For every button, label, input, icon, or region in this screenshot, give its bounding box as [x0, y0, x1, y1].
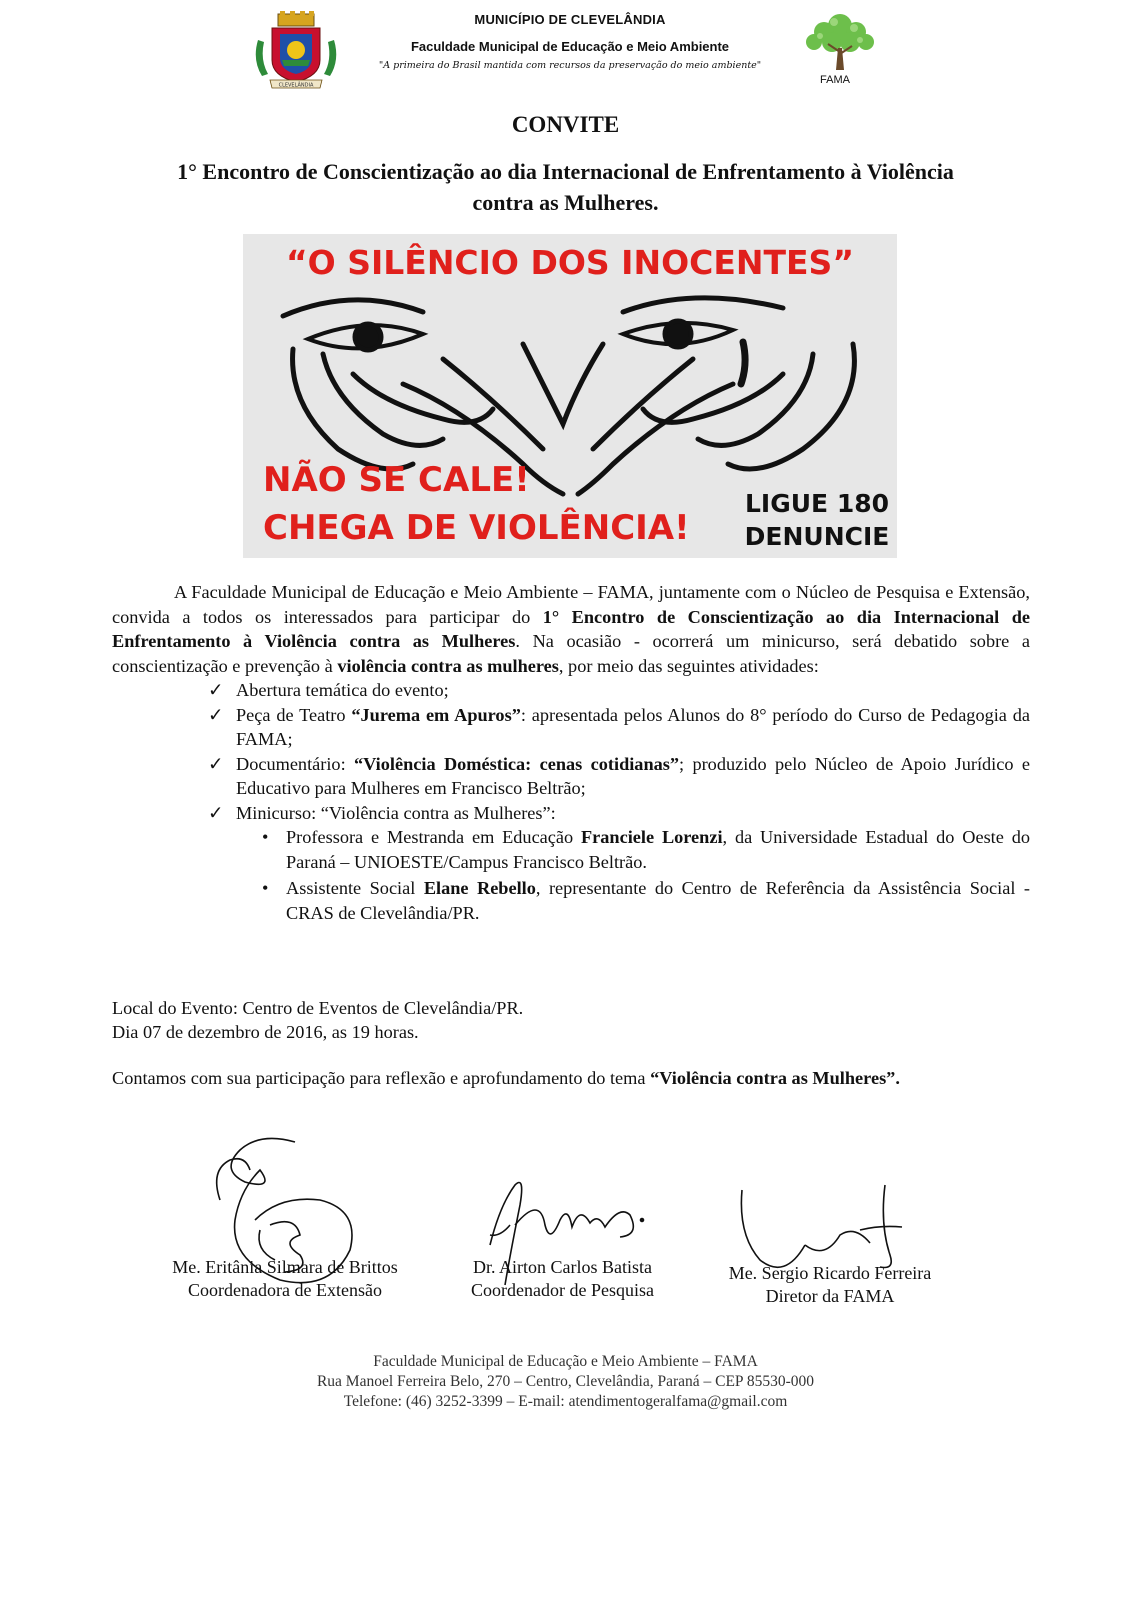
signatory-role: Coordenador de Pesquisa: [471, 1280, 654, 1300]
subtitle-line-2: contra as Mulheres.: [472, 190, 659, 215]
speaker-text: , representante do Centro de Referência da Assistência Social - CRAS de Clevelândia/PR.: [286, 878, 1030, 923]
bullet-icon: •: [262, 878, 269, 898]
intro-event-name: 1° Encontro de Conscientização ao dia Internacional de Enfrentamento à Violência contra as Mulheres: [112, 606, 1031, 651]
poster-slogan-line-1: NÃO SE CALE!: [263, 460, 530, 500]
bullet-icon: •: [262, 827, 269, 847]
invitation-body: [112, 580, 1030, 927]
letterhead-text: [360, 12, 780, 71]
intro-topic: violência contra as mulheres: [337, 655, 559, 676]
document-footer: [0, 1352, 1131, 1412]
institution-name: Faculdade Municipal de Educação e Meio Ambiente: [410, 39, 730, 54]
signatory-1: [130, 1256, 440, 1302]
svg-text:CLEVELÂNDIA: CLEVELÂNDIA: [278, 82, 314, 89]
signatory-role: Coordenadora de Extensão: [188, 1280, 382, 1300]
footer-contact: Telefone: (46) 3252-3399 – E-mail: atendimentogeralfama@gmail.com: [343, 1393, 788, 1410]
intro-text-c: . Na ocasião - ocorrerá um minicurso, será debatido sobre a conscientização e prevenção à: [112, 631, 1030, 676]
activity-text: : apresentada pelos Alunos do 8° período do Curso de Pedagogia da FAMA;: [236, 704, 1031, 749]
signatory-name: Dr. Airton Carlos Batista: [473, 1257, 652, 1277]
speaker-name: Franciele Lorenzi: [581, 827, 723, 847]
intro-text-a: A Faculdade Municipal de Educação e Meio Ambiente – FAMA, juntamente com o Núcleo de Pesquisa e Extensão, convida a todos os interessados para participar do: [112, 582, 1030, 627]
signatory-role: Diretor da FAMA: [765, 1286, 895, 1306]
activity-list: [112, 678, 1030, 925]
checkmark-icon: ✓: [208, 704, 224, 725]
event-location: Local do Evento: Centro de Eventos de Clevelândia/PR.: [112, 998, 524, 1018]
speaker-item: [260, 876, 1030, 925]
activity-text: ; produzido pelo Núcleo de Apoio Jurídico e Educativo para Mulheres em Francisco Beltrão;: [236, 753, 1030, 798]
poster-slogan-line-2: CHEGA DE VIOLÊNCIA!: [263, 508, 690, 548]
fama-logo-label: FAMA: [820, 74, 850, 86]
speaker-text: Assistente Social: [286, 878, 424, 898]
activity-text: Abertura temática do evento;: [236, 680, 449, 700]
activity-item: [208, 801, 1030, 926]
municipality-name: MUNICÍPIO DE CLEVELÂNDIA: [474, 12, 666, 27]
closing-topic: “Violência contra as Mulheres”.: [650, 1068, 900, 1088]
event-date: Dia 07 de dezembro de 2016, as 19 horas.: [112, 1022, 419, 1042]
signatory-3: [700, 1262, 960, 1308]
speaker-name: Elane Rebello: [423, 878, 536, 898]
activity-text: Peça de Teatro: [236, 704, 352, 725]
letterhead: [0, 0, 1131, 100]
footer-address: Rua Manoel Ferreira Belo, 270 – Centro, Clevelândia, Paraná – CEP 85530-000: [316, 1373, 815, 1390]
signatory-name: Me. Sergio Ricardo Ferreira: [728, 1263, 932, 1283]
speaker-text: Professora e Mestranda em Educação: [286, 827, 582, 847]
signatory-2: [430, 1256, 695, 1302]
campaign-poster-image: [243, 234, 897, 558]
activity-text: Documentário:: [236, 753, 355, 774]
closing-sentence: [112, 1066, 900, 1091]
subtitle-line-1: 1° Encontro de Conscientização ao dia Internacional de Enfrentamento à Violência: [177, 159, 954, 184]
poster-call-line-2: DENUNCIE: [744, 522, 890, 551]
activity-text: Minicurso: “Violência contra as Mulheres”:: [236, 802, 556, 823]
closing-text: Contamos com sua participação para reflexão e aprofundamento do tema: [112, 1068, 651, 1088]
checkmark-icon: ✓: [208, 680, 224, 700]
checkmark-icon: ✓: [208, 802, 224, 823]
poster-headline: “O SILÊNCIO DOS INOCENTES”: [285, 243, 855, 282]
intro-paragraph: [112, 580, 1030, 678]
document-subtitle: [0, 156, 1131, 218]
signatory-name: Me. Eritânia Silmara de Brittos: [172, 1257, 398, 1277]
intro-text-e: , por meio das seguintes atividades:: [558, 655, 819, 676]
poster-call-line-1: LIGUE 180: [744, 489, 890, 518]
speaker-text: , da Universidade Estadual do Oeste do Paraná – UNIOESTE/Campus Francisco Beltrão.: [286, 827, 1030, 872]
footer-institution: Faculdade Municipal de Educação e Meio Ambiente – FAMA: [373, 1353, 758, 1370]
activity-item: [208, 703, 1030, 752]
documentary-title: “Violência Doméstica: cenas cotidianas”: [354, 753, 680, 774]
municipal-crest-logo: [250, 10, 342, 90]
institution-motto: "A primeira do Brasil mantida com recursos da preservação do meio ambiente": [378, 60, 762, 71]
document-title: CONVITE: [511, 112, 620, 137]
speaker-item: [260, 825, 1030, 874]
checkmark-icon: ✓: [208, 753, 224, 774]
speaker-list: [236, 825, 1030, 925]
play-title: “Jurema em Apuros”: [351, 704, 521, 725]
activity-item: [208, 752, 1030, 801]
activity-item: [208, 678, 1030, 703]
